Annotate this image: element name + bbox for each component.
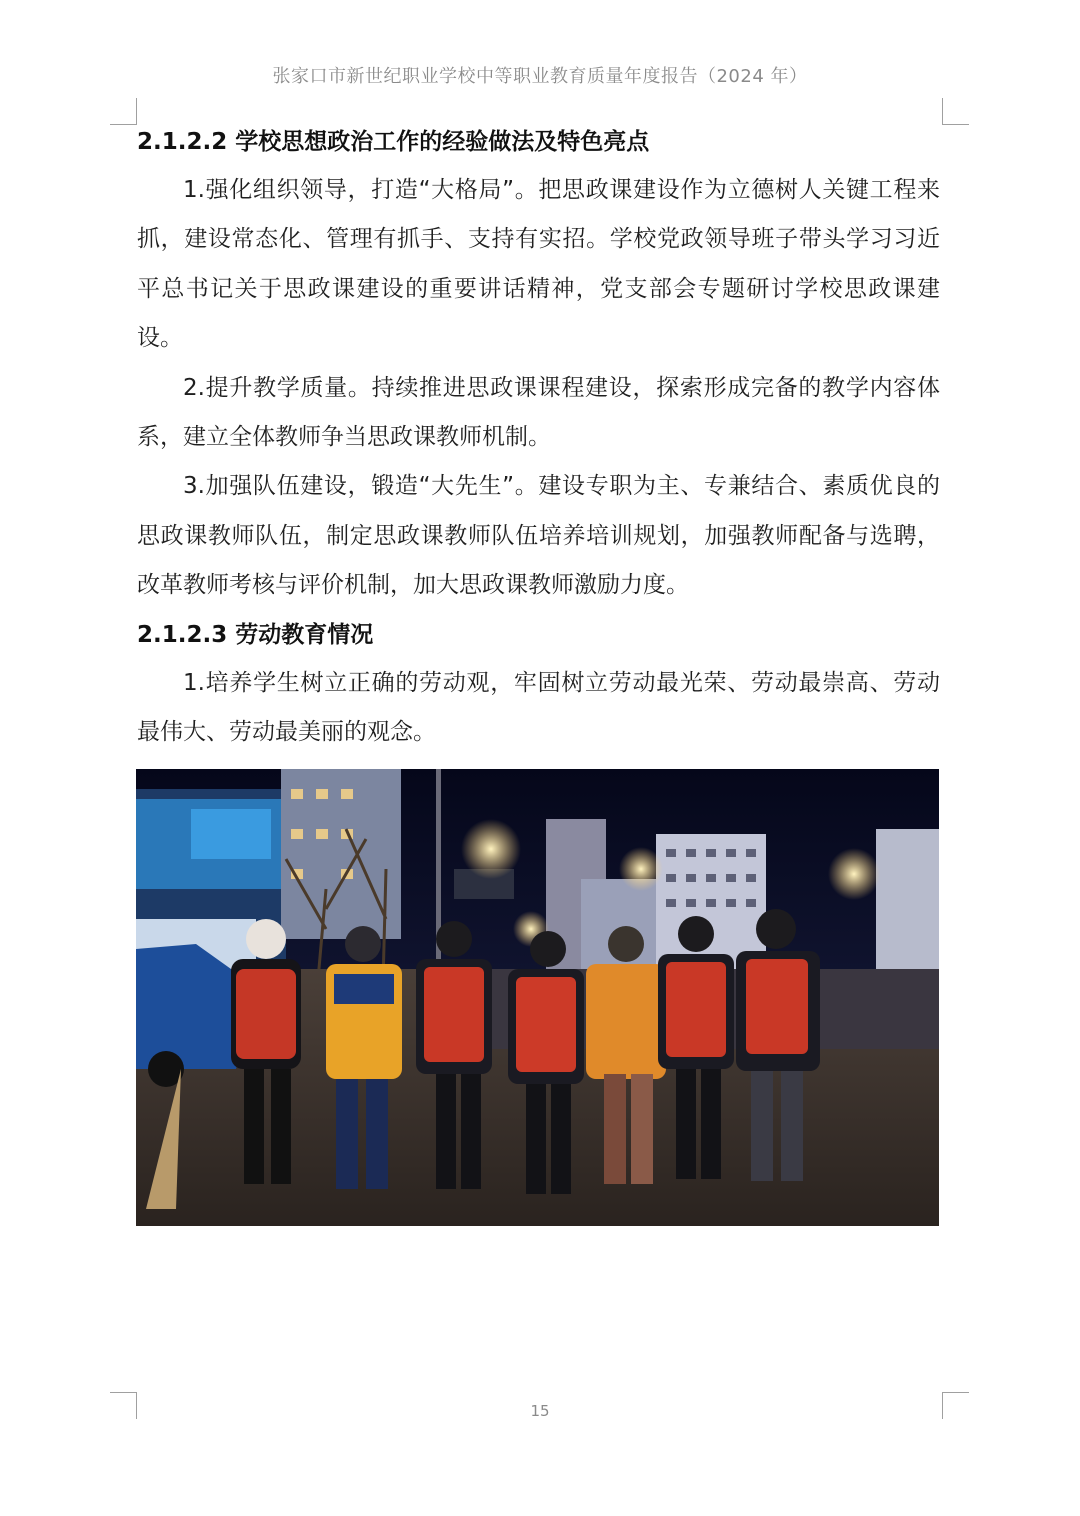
paragraph: 3.加强队伍建设，锻造“大先生”。建设专职为主、专兼结合、素质优良的思政课教师队伍，制定思政课教师队伍培养培训规划，加强教师配备与选聘，改革教师考核与评价机制，加大思政课教师激励力度。 — [137, 473, 940, 599]
page-number: 15 — [530, 1402, 550, 1420]
section-heading: 2.1.2.2 学校思想政治工作的经验做法及特色亮点 — [137, 129, 650, 155]
paragraph: 2.提升教学质量。持续推进思政课课程建设，探索形成完备的教学内容体系，建立全体教师争当思政课教师机制。 — [137, 374, 940, 451]
paragraph: 1.强化组织领导，打造“大格局”。把思政课建设作为立德树人关键工程来抓，建设常态化、管理有抓手、支持有实招。学校党政领导班子带头学习习近平总书记关于思政课建设的重要讲话精神，党支部会专题研讨学校思政课建设。 — [137, 177, 940, 352]
crop-mark-top-left — [110, 98, 137, 125]
section-heading: 2.1.2.3 劳动教育情况 — [137, 621, 374, 648]
page-body — [137, 118, 940, 757]
night-street-volunteers-photo — [136, 769, 939, 1226]
running-header: 张家口市新世纪职业学校中等职业教育质量年度报告（2024 年） — [272, 66, 808, 87]
paragraph: 1.培养学生树立正确的劳动观，牢固树立劳动最光荣、劳动最崇高、劳动最伟大、劳动最美丽的观念。 — [137, 669, 940, 746]
crop-mark-top-right — [942, 98, 969, 125]
